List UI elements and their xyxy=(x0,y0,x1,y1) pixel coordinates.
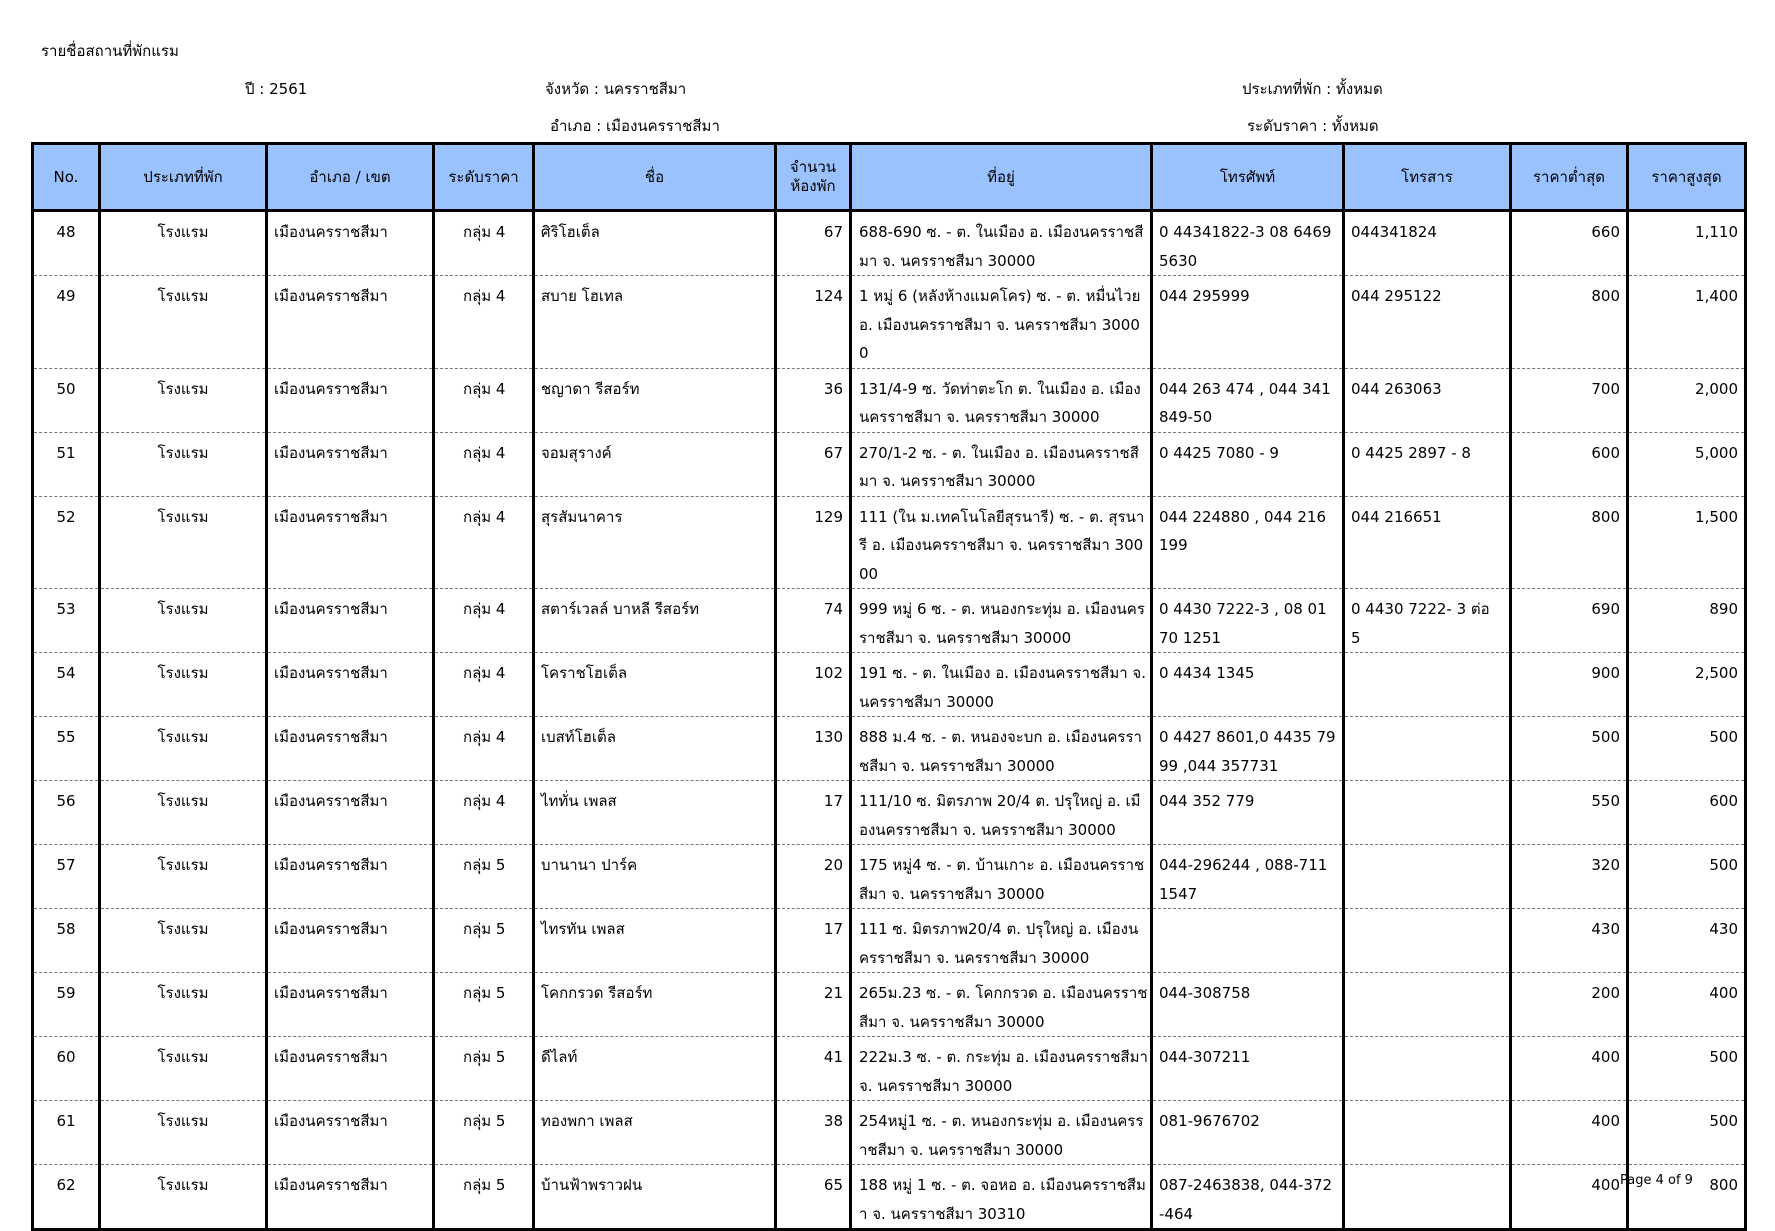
table-row xyxy=(33,276,1746,369)
cell-min-price: 800 xyxy=(1511,496,1628,589)
cell-fax xyxy=(1344,909,1511,973)
cell-rooms: 20 xyxy=(776,845,851,909)
cell-price-level: กลุ่ม 4 xyxy=(434,496,534,589)
cell-type: โรงแรม xyxy=(100,211,267,276)
col-header-district: อำเภอ / เขต xyxy=(267,144,434,211)
cell-phone: 044 295999 xyxy=(1152,276,1344,369)
table-row xyxy=(33,653,1746,717)
cell-phone: 044-296244 , 088-7111547 xyxy=(1152,845,1344,909)
cell-name: ไททั่น เพลส xyxy=(534,781,776,845)
cell-type: โรงแรม xyxy=(100,432,267,496)
col-header-no: No. xyxy=(33,144,100,211)
cell-name: โคราชโฮเต็ล xyxy=(534,653,776,717)
cell-name: ชญาดา รีสอร์ท xyxy=(534,368,776,432)
cell-fax xyxy=(1344,973,1511,1037)
cell-name: ทองพกา เพลส xyxy=(534,1101,776,1165)
cell-min-price: 660 xyxy=(1511,211,1628,276)
cell-phone: 044 224880 , 044 216 199 xyxy=(1152,496,1344,589)
table-header-row xyxy=(33,144,1746,211)
cell-rooms: 67 xyxy=(776,211,851,276)
cell-rooms: 65 xyxy=(776,1165,851,1230)
cell-rooms: 129 xyxy=(776,496,851,589)
cell-max-price: 890 xyxy=(1628,589,1746,653)
cell-address: 111 (ใน ม.เทคโนโลยีสุรนารี) ซ. - ต. สุรนารี อ. เมืองนครราชสีมา จ. นครราชสีมา 30000 xyxy=(851,496,1152,589)
cell-no: 58 xyxy=(33,909,100,973)
table-row xyxy=(33,845,1746,909)
cell-min-price: 600 xyxy=(1511,432,1628,496)
cell-phone: 044 352 779 xyxy=(1152,781,1344,845)
cell-district: เมืองนครราชสีมา xyxy=(267,909,434,973)
cell-district: เมืองนครราชสีมา xyxy=(267,211,434,276)
table-row xyxy=(33,909,1746,973)
table-row xyxy=(33,211,1746,276)
cell-min-price: 700 xyxy=(1511,368,1628,432)
cell-max-price: 800 xyxy=(1628,1165,1746,1230)
cell-type: โรงแรม xyxy=(100,973,267,1037)
cell-price-level: กลุ่ม 4 xyxy=(434,781,534,845)
filter-district: อำเภอ : เมืองนครราชสีมา xyxy=(550,117,720,135)
cell-min-price: 550 xyxy=(1511,781,1628,845)
cell-no: 62 xyxy=(33,1165,100,1230)
cell-district: เมืองนครราชสีมา xyxy=(267,1101,434,1165)
cell-max-price: 500 xyxy=(1628,717,1746,781)
cell-min-price: 400 xyxy=(1511,1165,1628,1230)
cell-max-price: 600 xyxy=(1628,781,1746,845)
table-row xyxy=(33,432,1746,496)
cell-no: 59 xyxy=(33,973,100,1037)
cell-district: เมืองนครราชสีมา xyxy=(267,368,434,432)
cell-fax: 0 4425 2897 - 8 xyxy=(1344,432,1511,496)
cell-district: เมืองนครราชสีมา xyxy=(267,845,434,909)
table-row xyxy=(33,368,1746,432)
cell-phone: 044-307211 xyxy=(1152,1037,1344,1101)
cell-phone: 0 4430 7222-3 , 08 0170 1251 xyxy=(1152,589,1344,653)
cell-no: 57 xyxy=(33,845,100,909)
cell-rooms: 17 xyxy=(776,781,851,845)
cell-address: 191 ซ. - ต. ในเมือง อ. เมืองนครราชสีมา จ. นครราชสีมา 30000 xyxy=(851,653,1152,717)
cell-phone: 0 4427 8601,0 4435 7999 ,044 357731 xyxy=(1152,717,1344,781)
cell-min-price: 320 xyxy=(1511,845,1628,909)
cell-fax xyxy=(1344,653,1511,717)
cell-type: โรงแรม xyxy=(100,368,267,432)
cell-name: เบสท์โฮเต็ล xyxy=(534,717,776,781)
cell-rooms: 21 xyxy=(776,973,851,1037)
cell-address: 111/10 ซ. มิตรภาพ 20/4 ต. ปรุใหญ่ อ. เมืองนครราชสีมา จ. นครราชสีมา 30000 xyxy=(851,781,1152,845)
cell-fax: 044 295122 xyxy=(1344,276,1511,369)
cell-min-price: 800 xyxy=(1511,276,1628,369)
cell-district: เมืองนครราชสีมา xyxy=(267,781,434,845)
cell-type: โรงแรม xyxy=(100,781,267,845)
cell-min-price: 500 xyxy=(1511,717,1628,781)
cell-type: โรงแรม xyxy=(100,909,267,973)
cell-rooms: 74 xyxy=(776,589,851,653)
cell-max-price: 1,500 xyxy=(1628,496,1746,589)
cell-min-price: 400 xyxy=(1511,1101,1628,1165)
cell-rooms: 130 xyxy=(776,717,851,781)
cell-max-price: 400 xyxy=(1628,973,1746,1037)
cell-price-level: กลุ่ม 4 xyxy=(434,211,534,276)
cell-address: 1 หมู่ 6 (หลังห้างแมคโคร) ซ. - ต. หมื่นไวย อ. เมืองนครราชสีมา จ. นครราชสีมา 30000 xyxy=(851,276,1152,369)
cell-name: จอมสุรางค์ xyxy=(534,432,776,496)
cell-fax xyxy=(1344,1037,1511,1101)
cell-price-level: กลุ่ม 5 xyxy=(434,1037,534,1101)
cell-type: โรงแรม xyxy=(100,1165,267,1230)
cell-phone xyxy=(1152,909,1344,973)
cell-no: 56 xyxy=(33,781,100,845)
cell-phone: 081-9676702 xyxy=(1152,1101,1344,1165)
cell-name: สุรสัมนาคาร xyxy=(534,496,776,589)
cell-type: โรงแรม xyxy=(100,1037,267,1101)
cell-address: 999 หมู่ 6 ซ. - ต. หนองกระทุ่ม อ. เมืองนครราชสีมา จ. นครราชสีมา 30000 xyxy=(851,589,1152,653)
cell-name: ดีไลท์ xyxy=(534,1037,776,1101)
cell-address: 222ม.3 ซ. - ต. กระทุ่ม อ. เมืองนครราชสีมา จ. นครราชสีมา 30000 xyxy=(851,1037,1152,1101)
cell-type: โรงแรม xyxy=(100,717,267,781)
table-row xyxy=(33,717,1746,781)
table-row xyxy=(33,589,1746,653)
cell-no: 53 xyxy=(33,589,100,653)
cell-price-level: กลุ่ม 4 xyxy=(434,653,534,717)
cell-name: สบาย โฮเทล xyxy=(534,276,776,369)
cell-type: โรงแรม xyxy=(100,1101,267,1165)
cell-min-price: 400 xyxy=(1511,1037,1628,1101)
cell-min-price: 900 xyxy=(1511,653,1628,717)
cell-no: 54 xyxy=(33,653,100,717)
cell-rooms: 124 xyxy=(776,276,851,369)
cell-max-price: 430 xyxy=(1628,909,1746,973)
cell-district: เมืองนครราชสีมา xyxy=(267,973,434,1037)
cell-fax: 044 263063 xyxy=(1344,368,1511,432)
cell-type: โรงแรม xyxy=(100,589,267,653)
cell-address: 131/4-9 ซ. วัดท่าตะโก ต. ในเมือง อ. เมืองนครราชสีมา จ. นครราชสีมา 30000 xyxy=(851,368,1152,432)
cell-no: 48 xyxy=(33,211,100,276)
cell-price-level: กลุ่ม 4 xyxy=(434,368,534,432)
cell-price-level: กลุ่ม 4 xyxy=(434,589,534,653)
cell-district: เมืองนครราชสีมา xyxy=(267,717,434,781)
cell-max-price: 1,110 xyxy=(1628,211,1746,276)
cell-rooms: 102 xyxy=(776,653,851,717)
filter-province: จังหวัด : นครราชสีมา xyxy=(545,80,687,98)
cell-price-level: กลุ่ม 5 xyxy=(434,1165,534,1230)
cell-district: เมืองนครราชสีมา xyxy=(267,653,434,717)
cell-fax: 044341824 xyxy=(1344,211,1511,276)
col-header-phone: โทรศัพท์ xyxy=(1152,144,1344,211)
cell-fax: 044 216651 xyxy=(1344,496,1511,589)
cell-fax xyxy=(1344,781,1511,845)
cell-address: 888 ม.4 ซ. - ต. หนองจะบก อ. เมืองนครราชสีมา จ. นครราชสีมา 30000 xyxy=(851,717,1152,781)
cell-no: 60 xyxy=(33,1037,100,1101)
cell-max-price: 1,400 xyxy=(1628,276,1746,369)
cell-address: 175 หมู่4 ซ. - ต. บ้านเกาะ อ. เมืองนครราชสีมา จ. นครราชสีมา 30000 xyxy=(851,845,1152,909)
col-header-fax: โทรสาร xyxy=(1344,144,1511,211)
cell-phone: 0 4434 1345 xyxy=(1152,653,1344,717)
cell-min-price: 430 xyxy=(1511,909,1628,973)
cell-max-price: 500 xyxy=(1628,1101,1746,1165)
col-header-price-level: ระดับราคา xyxy=(434,144,534,211)
cell-no: 51 xyxy=(33,432,100,496)
cell-name: ไทรทัน เพลส xyxy=(534,909,776,973)
cell-fax xyxy=(1344,1165,1511,1230)
cell-name: บ้านฟ้าพราวฝน xyxy=(534,1165,776,1230)
cell-no: 61 xyxy=(33,1101,100,1165)
cell-max-price: 2,500 xyxy=(1628,653,1746,717)
table-row xyxy=(33,1165,1746,1230)
cell-fax xyxy=(1344,717,1511,781)
cell-phone: 0 44341822-3 08 6469 5630 xyxy=(1152,211,1344,276)
cell-price-level: กลุ่ม 5 xyxy=(434,1101,534,1165)
cell-name: สตาร์เวลล์ บาหลี รีสอร์ท xyxy=(534,589,776,653)
cell-address: 270/1-2 ซ. - ต. ในเมือง อ. เมืองนครราชสีมา จ. นครราชสีมา 30000 xyxy=(851,432,1152,496)
filter-accommodation-type: ประเภทที่พัก : ทั้งหมด xyxy=(1242,80,1383,98)
cell-price-level: กลุ่ม 5 xyxy=(434,909,534,973)
cell-address: 111 ซ. มิตรภาพ20/4 ต. ปรุใหญ่ อ. เมืองนครราชสีมา จ. นครราชสีมา 30000 xyxy=(851,909,1152,973)
cell-price-level: กลุ่ม 4 xyxy=(434,432,534,496)
accommodation-table xyxy=(31,142,1747,1231)
cell-min-price: 200 xyxy=(1511,973,1628,1037)
cell-rooms: 41 xyxy=(776,1037,851,1101)
cell-rooms: 67 xyxy=(776,432,851,496)
table-row xyxy=(33,1037,1746,1101)
cell-price-level: กลุ่ม 4 xyxy=(434,276,534,369)
cell-price-level: กลุ่ม 5 xyxy=(434,845,534,909)
cell-name: บานานา ปาร์ค xyxy=(534,845,776,909)
cell-max-price: 500 xyxy=(1628,1037,1746,1101)
cell-max-price: 500 xyxy=(1628,845,1746,909)
table-row xyxy=(33,781,1746,845)
cell-rooms: 36 xyxy=(776,368,851,432)
cell-fax xyxy=(1344,845,1511,909)
cell-max-price: 2,000 xyxy=(1628,368,1746,432)
cell-address: 265ม.23 ซ. - ต. โคกกรวด อ. เมืองนครราชสีมา จ. นครราชสีมา 30000 xyxy=(851,973,1152,1037)
cell-type: โรงแรม xyxy=(100,276,267,369)
cell-district: เมืองนครราชสีมา xyxy=(267,432,434,496)
cell-type: โรงแรม xyxy=(100,496,267,589)
cell-district: เมืองนครราชสีมา xyxy=(267,496,434,589)
cell-name: ศิริโฮเต็ล xyxy=(534,211,776,276)
cell-price-level: กลุ่ม 5 xyxy=(434,973,534,1037)
cell-price-level: กลุ่ม 4 xyxy=(434,717,534,781)
cell-fax: 0 4430 7222- 3 ต่อ 5 xyxy=(1344,589,1511,653)
cell-district: เมืองนครราชสีมา xyxy=(267,1165,434,1230)
cell-phone: 044-308758 xyxy=(1152,973,1344,1037)
cell-address: 688-690 ซ. - ต. ในเมือง อ. เมืองนครราชสีมา จ. นครราชสีมา 30000 xyxy=(851,211,1152,276)
document-title: รายชื่อสถานที่พักแรม xyxy=(41,42,179,60)
cell-no: 52 xyxy=(33,496,100,589)
table-row xyxy=(33,1101,1746,1165)
page-number: Page 4 of 9 xyxy=(1620,1173,1693,1188)
filter-price-level: ระดับราคา : ทั้งหมด xyxy=(1247,117,1379,135)
cell-phone: 044 263 474 , 044 341 849-50 xyxy=(1152,368,1344,432)
table-row xyxy=(33,973,1746,1037)
cell-rooms: 17 xyxy=(776,909,851,973)
col-header-name: ชื่อ xyxy=(534,144,776,211)
col-header-rooms: จำนวนห้องพัก xyxy=(776,144,851,211)
cell-max-price: 5,000 xyxy=(1628,432,1746,496)
cell-type: โรงแรม xyxy=(100,845,267,909)
cell-min-price: 690 xyxy=(1511,589,1628,653)
col-header-address: ที่อยู่ xyxy=(851,144,1152,211)
cell-district: เมืองนครราชสีมา xyxy=(267,276,434,369)
cell-district: เมืองนครราชสีมา xyxy=(267,1037,434,1101)
cell-type: โรงแรม xyxy=(100,653,267,717)
cell-no: 55 xyxy=(33,717,100,781)
filter-year: ปี : 2561 xyxy=(245,80,308,98)
cell-rooms: 38 xyxy=(776,1101,851,1165)
cell-no: 50 xyxy=(33,368,100,432)
cell-no: 49 xyxy=(33,276,100,369)
col-header-max-price: ราคาสูงสุด xyxy=(1628,144,1746,211)
col-header-min-price: ราคาต่ำสุด xyxy=(1511,144,1628,211)
cell-fax xyxy=(1344,1101,1511,1165)
cell-address: 254หมู่1 ซ. - ต. หนองกระทุ่ม อ. เมืองนครราชสีมา จ. นครราชสีมา 30000 xyxy=(851,1101,1152,1165)
cell-address: 188 หมู่ 1 ซ. - ต. จอหอ อ. เมืองนครราชสีมา จ. นครราชสีมา 30310 xyxy=(851,1165,1152,1230)
table-row xyxy=(33,496,1746,589)
cell-name: โคกกรวด รีสอร์ท xyxy=(534,973,776,1037)
cell-district: เมืองนครราชสีมา xyxy=(267,589,434,653)
col-header-type: ประเภทที่พัก xyxy=(100,144,267,211)
cell-phone: 087-2463838, 044-372-464 xyxy=(1152,1165,1344,1230)
cell-phone: 0 4425 7080 - 9 xyxy=(1152,432,1344,496)
